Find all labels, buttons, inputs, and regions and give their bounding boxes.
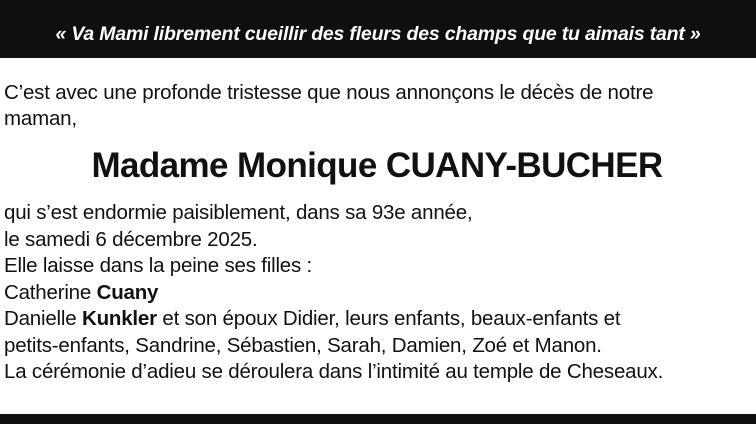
daughter-1-line xyxy=(4,280,750,307)
daughter-2-line xyxy=(4,306,750,359)
ceremony-line: La cérémonie d’adieu se déroulera dans l’intimité au temple de Cheseaux. xyxy=(4,360,664,383)
daughter-2-lastname: Kunkler xyxy=(81,307,157,330)
daughter-2-family-rest: et son époux Didier, leurs enfants, beaux-enfants et xyxy=(156,307,621,330)
bottom-black-band xyxy=(0,414,756,424)
date-line: le samedi 6 décembre 2025. xyxy=(4,227,258,251)
intro-paragraph xyxy=(4,80,750,132)
deceased-name: Madame Monique CUANY-BUCHER xyxy=(91,146,663,185)
daughter-1-lastname: Cuany xyxy=(96,280,159,304)
top-black-band xyxy=(0,0,756,10)
age-line: qui s’est endormie paisiblement, dans sa 93e année, xyxy=(4,201,473,224)
intro-line-1: C’est avec une profonde tristesse que nous annonçons le décès de notre xyxy=(4,81,654,104)
notice-body xyxy=(0,58,756,414)
intro-line-2: maman, xyxy=(4,107,77,130)
daughters-intro-line: Elle laisse dans la peine ses filles : xyxy=(4,254,313,277)
daughter-2-firstname: Danielle xyxy=(4,307,82,330)
epigraph-banner xyxy=(0,10,756,58)
daughter-1-firstname: Catherine xyxy=(4,280,97,304)
daughter-2-family-rest-line2: petits-enfants, Sandrine, Sébastien, Sarah, Damien, Zoé et Manon. xyxy=(4,333,602,357)
epigraph-text: « Va Mami librement cueillir des fleurs des champs que tu aimais tant » xyxy=(55,22,701,45)
